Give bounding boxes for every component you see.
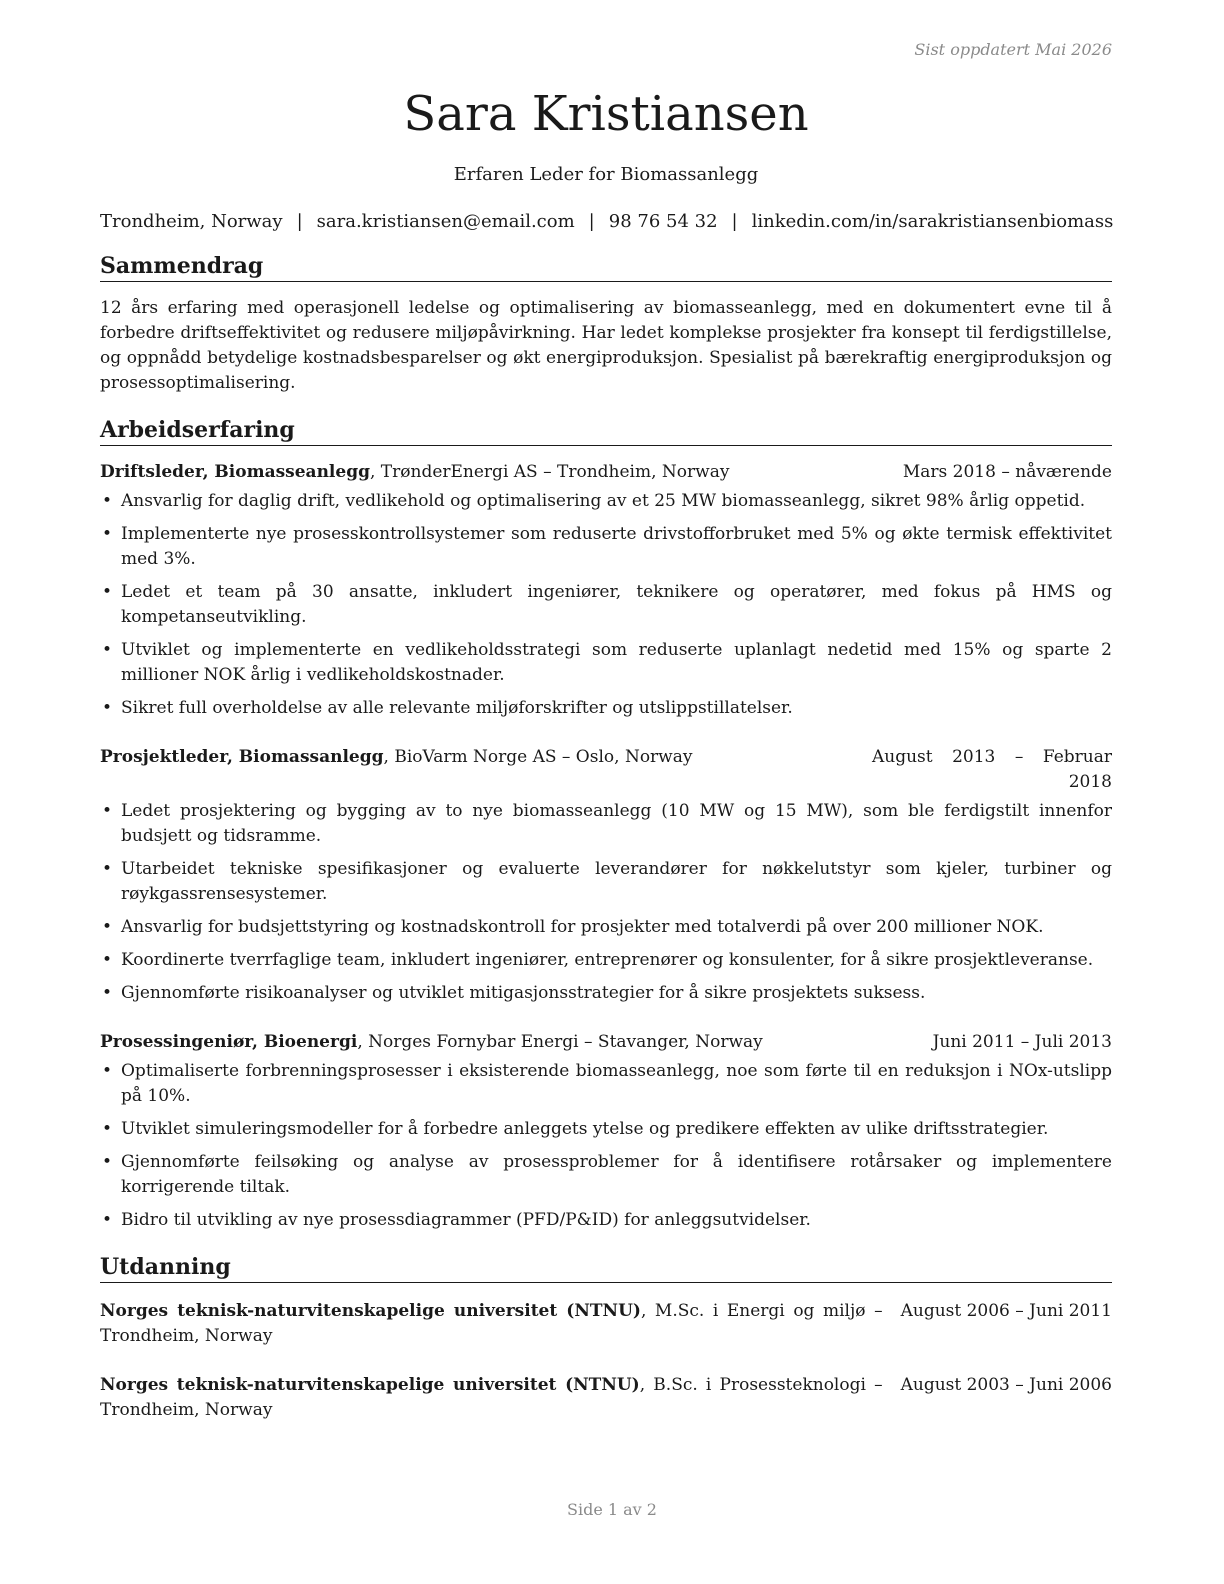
list-item: • Ledet prosjektering og bygging av to nye biomasseanlegg (10 MW og 15 MW), som ble ferdigstilt innenfor budsjett og tidsramme. — [100, 799, 1112, 849]
contact-linkedin[interactable]: linkedin.com/in/sarakristiansenbiomass — [751, 211, 1114, 232]
contact-line — [100, 211, 1112, 232]
section-title-summary: Sammendrag — [100, 252, 1112, 282]
candidate-name: Sara Kristiansen — [403, 86, 809, 142]
education-school: Norges teknisk-naturvitenskapelige universitet (NTNU) — [100, 1375, 640, 1395]
list-item: • Koordinerte tverrfaglige team, inkludert ingeniører, entreprenører og konsulenter, for å sikre prosjektleveranse. — [100, 948, 1112, 973]
list-item: • Bidro til utvikling av nye prosessdiagrammer (PFD/P&ID) for anleggsutvidelser. — [100, 1208, 1112, 1233]
job-dates: Mars 2018 – nåværende — [902, 462, 1112, 482]
job-header — [100, 745, 1112, 795]
education-school: Norges teknisk-naturvitenskapelige universitet (NTNU) — [100, 1301, 641, 1321]
list-item: • Ansvarlig for budsjettstyring og kostnadskontroll for prosjekter med totalverdi på over 200 millioner NOK. — [100, 915, 1112, 940]
job-company: , TrønderEnergi AS – Trondheim, Norway — [369, 462, 730, 482]
job-role: Prosjektleder, Biomassanlegg — [100, 747, 384, 767]
list-item: • Utviklet simuleringsmodeller for å forbedre anleggets ytelse og predikere effekten av ulike driftsstrategier. — [100, 1117, 1112, 1142]
separator: | — [731, 211, 738, 232]
job-bullets — [100, 799, 1112, 1006]
job-bullets — [100, 489, 1112, 721]
separator: | — [588, 211, 595, 232]
contact-phone: 98 76 54 32 — [608, 211, 718, 232]
list-item: • Gjennomførte feilsøking og analyse av prosessproblemer for å identifisere rotårsaker og implementere korrigerende tiltak. — [100, 1150, 1112, 1200]
list-item: • Implementerte nye prosesskontrollsystemer som reduserte drivstofforbruket med 5% og økte termisk effektivitet med 3%. — [100, 522, 1112, 572]
job-company: , BioVarm Norge AS – Oslo, Norway — [383, 747, 693, 767]
job-bullets — [100, 1059, 1112, 1233]
contact-email[interactable]: sara.kristiansen@email.com — [316, 211, 575, 232]
contact-location: Trondheim, Norway — [100, 211, 283, 232]
list-item: • Gjennomførte risikoanalyser og utviklet mitigasjonsstrategier for å sikre prosjektets suksess. — [100, 981, 1112, 1006]
job-role: Driftsleder, Biomasseanlegg — [100, 462, 370, 482]
education-dates: August 2003 – Juni 2006 — [900, 1375, 1112, 1395]
education-degree: , B.Sc. i Prosessteknologi – Trondheim, Norway — [100, 1375, 883, 1420]
list-item: • Utviklet og implementerte en vedlikeholdsstrategi som reduserte uplanlagt nedetid med 15% og sparte 2 millioner NOK årlig i vedlikeholdskostnader. — [100, 638, 1112, 688]
list-item: • Sikret full overholdelse av alle relevante miljøforskrifter og utslippstillatelser. — [100, 696, 1112, 721]
job-entry — [100, 460, 1112, 721]
job-entry — [100, 1030, 1112, 1233]
education-entry — [100, 1299, 1112, 1349]
resume-page — [100, 40, 1112, 1423]
separator: | — [296, 211, 303, 232]
section-title-experience: Arbeidserfaring — [100, 416, 1112, 446]
job-dates: Juni 2011 – Juli 2013 — [932, 1032, 1112, 1052]
list-item: • Optimaliserte forbrenningsprosesser i eksisterende biomasseanlegg, noe som førte til en reduksjon i NOx-utslipp på 10%. — [100, 1059, 1112, 1109]
education-degree: , M.Sc. i Energi og miljø – Trondheim, Norway — [100, 1301, 883, 1346]
page-number: Side 1 av 2 — [567, 1500, 657, 1519]
job-entry — [100, 745, 1112, 1006]
candidate-headline: Erfaren Leder for Biomassanlegg — [453, 164, 759, 185]
section-title-education: Utdanning — [100, 1253, 1112, 1283]
summary-text: 12 års erfaring med operasjonell ledelse og optimalisering av biomasseanlegg, med en dokumentert evne til å forbedre driftseffektivitet og redusere miljøpåvirkning. Har ledet komplekse prosjekter fra konsept til ferdigstillelse, og oppnådd betydelige kostnadsbesparelser og økt energiproduksjon. Spesialist på bærekraftig energiproduksjon og prosessoptimalisering. — [100, 298, 1112, 393]
job-header — [100, 1030, 1112, 1055]
education-dates: August 2006 – Juni 2011 — [900, 1301, 1112, 1321]
job-role: Prosessingeniør, Bioenergi — [100, 1032, 358, 1052]
job-header — [100, 460, 1112, 485]
job-company: , Norges Fornybar Energi – Stavanger, Norway — [357, 1032, 763, 1052]
job-dates: August 2013 – Februar 2018 — [872, 747, 1112, 792]
last-updated: Sist oppdatert Mai 2026 — [914, 40, 1112, 59]
list-item: • Ansvarlig for daglig drift, vedlikehold og optimalisering av et 25 MW biomasseanlegg, sikret 98% årlig oppetid. — [100, 489, 1112, 514]
list-item: • Ledet et team på 30 ansatte, inkludert ingeniører, teknikere og operatører, med fokus på HMS og kompetanseutvikling. — [100, 580, 1112, 630]
education-entry — [100, 1373, 1112, 1423]
list-item: • Utarbeidet tekniske spesifikasjoner og evaluerte leverandører for nøkkelutstyr som kjeler, turbiner og røykgassrensesystemer. — [100, 857, 1112, 907]
